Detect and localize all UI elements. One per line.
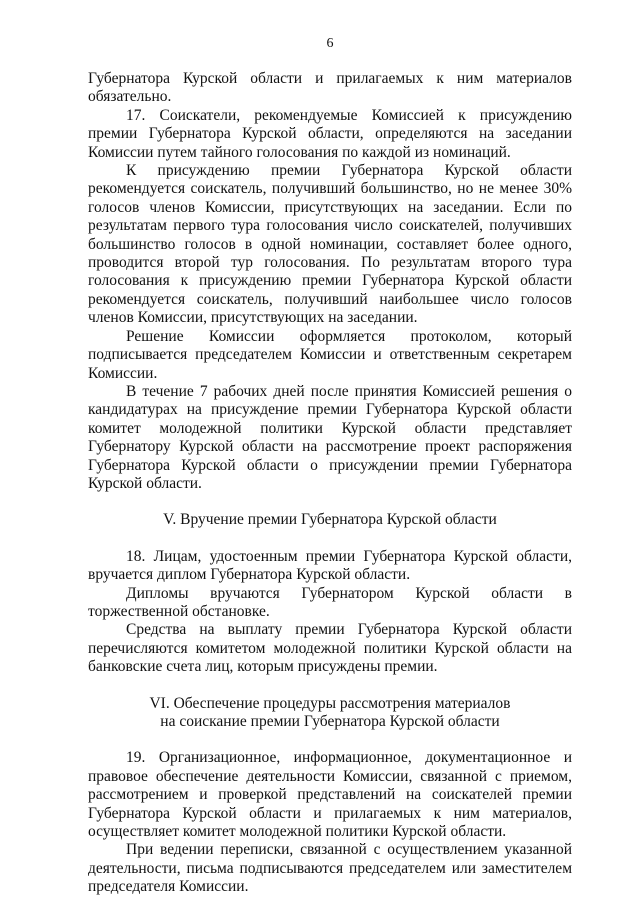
spacer bbox=[88, 731, 572, 749]
section-heading: VI. Обеспечение процедуры рассмотрения материалов bbox=[149, 694, 511, 712]
paragraph: Дипломы вручаются Губернатором Курской области в торжественной обстановке. bbox=[88, 584, 572, 620]
paragraph: К присуждению премии Губернатора Курской области рекомендуется соискатель, получивший большинство, но не менее 30% голосов членов Комиссии, присутствующих на заседании. Если по результатам первого тура голосования число соискателей, получивших большинство голосов в одной номинации, составляет более одного, проводится второй тур голосования. По результатам второго тура голосования к присуждению премии Губернатора Курской области рекомендуется соискатель, получивший наибольшее число голосов членов Комиссии, присутствующих на заседании. bbox=[88, 162, 572, 327]
section-heading: V. Вручение премии Губернатора Курской области bbox=[163, 511, 497, 529]
paragraph: 18. Лицам, удостоенным премии Губернатора Курской области, вручается диплом Губернатора Курской области. bbox=[88, 547, 572, 584]
paragraph: Решение Комиссии оформляется протоколом, который подписывается председателем Комиссии и ответственным секретарем Комиссии. bbox=[88, 327, 572, 382]
page-number: 6 bbox=[326, 36, 334, 51]
section-heading: на соискание премии Губернатора Курской области bbox=[160, 713, 500, 730]
document-body bbox=[88, 70, 572, 897]
paragraph: 19. Организационное, информационное, документационное и правовое обеспечение деятельности Комиссии, связанной с приемом, рассмотрением и проверкой представлений на соискателей премии Губернатора Курской области и прилагаемых к ним материалов, осуществляет комитет молодежной политики Курской области. bbox=[88, 749, 572, 841]
spacer bbox=[88, 493, 572, 511]
spacer bbox=[88, 677, 572, 695]
paragraph: Средства на выплату премии Губернатора Курской области перечисляются комитетом молодежной политики Курской области на банковские счета лиц, которым присуждены премии. bbox=[88, 621, 572, 676]
paragraph: При ведении переписки, связанной с осуществлением указанной деятельности, письма подписываются председателем или заместителем председателя Комиссии. bbox=[88, 841, 572, 896]
paragraph: В течение 7 рабочих дней после принятия Комиссией решения о кандидатурах на присуждение премии Губернатора Курской области комитет молодежной политики Курской области представляет Губернатору Курской области на рассмотрение проект распоряжения Губернатора Курской области о присуждении премии Губернатора Курской области. bbox=[88, 382, 572, 492]
spacer bbox=[88, 530, 572, 548]
paragraph: Губернатора Курской области и прилагаемых к ним материалов обязательно. bbox=[88, 70, 572, 106]
paragraph: 17. Соискатели, рекомендуемые Комиссией к присуждению премии Губернатора Курской области, определяются на заседании Комиссии путем тайного голосования по каждой из номинаций. bbox=[88, 106, 572, 161]
